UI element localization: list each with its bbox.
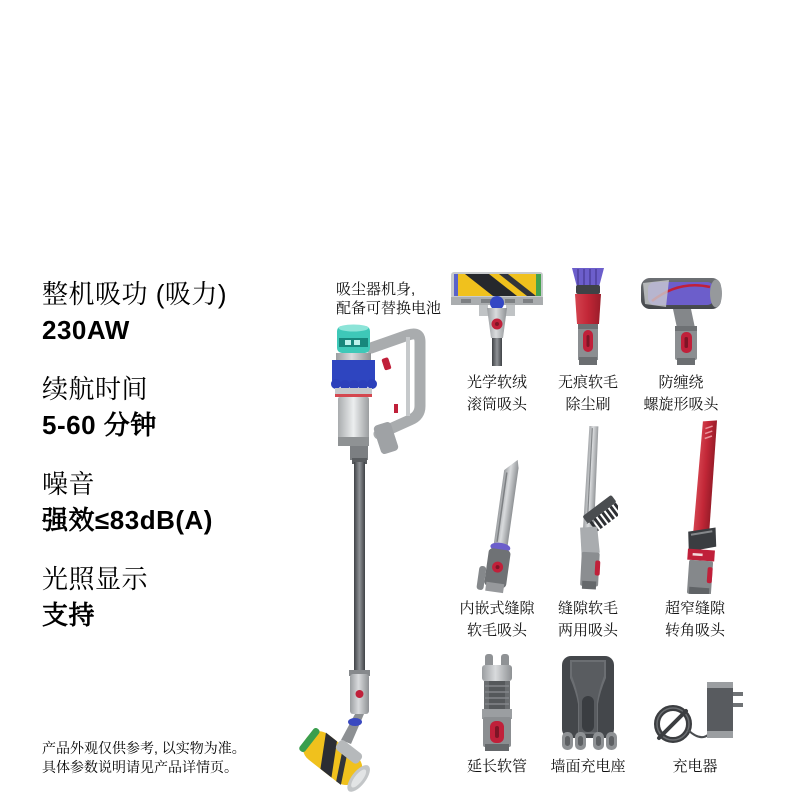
head-neck-ring	[348, 718, 362, 726]
trigger	[381, 357, 391, 371]
wall-dock-icon	[536, 648, 640, 752]
caption-line: 滚筒吸头	[466, 396, 527, 413]
spec-label: 光照显示	[42, 564, 149, 594]
lcd-band	[339, 338, 368, 347]
main-unit-caption	[336, 280, 441, 318]
handle	[371, 334, 420, 434]
caption-line: 延长软管	[466, 758, 527, 775]
spec-suction	[42, 276, 227, 348]
charger-icon	[643, 648, 747, 752]
caption-line: 防缠绕	[658, 374, 704, 391]
accessory-caption	[467, 756, 527, 778]
main-unit-caption-line-2: 配备可替换电池	[336, 300, 442, 317]
vacuum-body-image	[295, 320, 443, 798]
combination-crevice-tool-icon	[536, 418, 640, 594]
red-clip	[394, 404, 398, 413]
accessory-wall-dock	[536, 648, 640, 778]
accessory-caption	[558, 372, 618, 416]
narrow-crevice-tool-icon	[643, 418, 747, 594]
hair-screw-tool-icon	[629, 266, 733, 368]
accessory-built-in-crevice-tool	[445, 418, 549, 642]
caption-line: 缝隙软毛	[557, 600, 618, 617]
accessory-caption	[558, 598, 618, 642]
accessory-caption	[459, 598, 534, 642]
disclaimer-line-2: 具体参数说明请见产品详情页。	[42, 759, 238, 775]
red-ring	[335, 394, 372, 397]
built-in-crevice-tool-icon	[445, 418, 549, 594]
bin-base	[338, 437, 369, 446]
cyclone-scallop	[367, 379, 377, 389]
caption-line: 光学软绒	[466, 374, 527, 391]
caption-line: 充电器	[672, 758, 718, 775]
spec-value: 强效≤83dB(A)	[42, 505, 213, 535]
wand	[354, 462, 365, 672]
caption-line: 两用吸头	[557, 622, 618, 639]
spec-value: 5-60 分钟	[42, 410, 157, 440]
caption-line: 除尘刷	[565, 396, 611, 413]
caption-line: 超窄缝隙	[664, 600, 725, 617]
caption-line: 软毛吸头	[466, 622, 527, 639]
lcd-top	[339, 325, 369, 332]
spec-label: 整机吸功 (吸力)	[42, 279, 228, 309]
release-button	[356, 690, 364, 698]
dust-bin	[338, 397, 369, 443]
caption-line: 转角吸头	[664, 622, 725, 639]
cyclone-scallop	[331, 379, 341, 389]
vacuum-body-graphic	[295, 320, 443, 798]
caption-line: 内嵌式缝隙	[459, 600, 535, 617]
spec-noise	[42, 466, 227, 538]
main-unit-caption-line-1: 吸尘器机身,	[336, 281, 416, 298]
accessory-narrow-crevice-tool	[643, 418, 747, 642]
accessory-combination-crevice-tool	[536, 418, 640, 642]
spec-label: 续航时间	[42, 374, 149, 404]
disclaimer	[42, 739, 246, 777]
accessory-caption	[550, 756, 625, 778]
accessory-caption	[467, 372, 527, 416]
spec-label: 噪音	[42, 469, 96, 499]
disclaimer-line-1: 产品外观仅供参考, 以实物为准。	[42, 740, 246, 756]
accessory-extension-hose	[445, 648, 549, 778]
caption-line: 无痕软毛	[557, 374, 618, 391]
floor-head	[297, 721, 377, 795]
accessory-charger	[643, 648, 747, 778]
lcd-pixel	[345, 340, 351, 345]
spec-list	[42, 276, 227, 656]
accessory-dusting-brush	[536, 266, 640, 416]
caption-line: 螺旋形吸头	[643, 396, 719, 413]
fluffy-roller-head-icon	[445, 266, 549, 368]
accessory-caption	[643, 372, 718, 416]
caption-line: 墙面充电座	[550, 758, 626, 775]
accessory-hair-screw-tool	[629, 266, 733, 416]
dusting-brush-icon	[536, 266, 640, 368]
cyclone-ring	[335, 388, 372, 394]
accessory-caption	[665, 598, 725, 642]
spec-runtime	[42, 371, 227, 443]
neck	[350, 446, 368, 460]
spec-light-display	[42, 561, 227, 633]
accessory-caption	[672, 756, 717, 778]
spec-value: 230AW	[42, 315, 130, 345]
accessory-fluffy-roller-head	[445, 266, 549, 416]
spec-value: 支持	[42, 600, 96, 630]
collar	[336, 353, 371, 360]
lcd-pixel	[354, 340, 360, 345]
extension-hose-icon	[445, 648, 549, 752]
